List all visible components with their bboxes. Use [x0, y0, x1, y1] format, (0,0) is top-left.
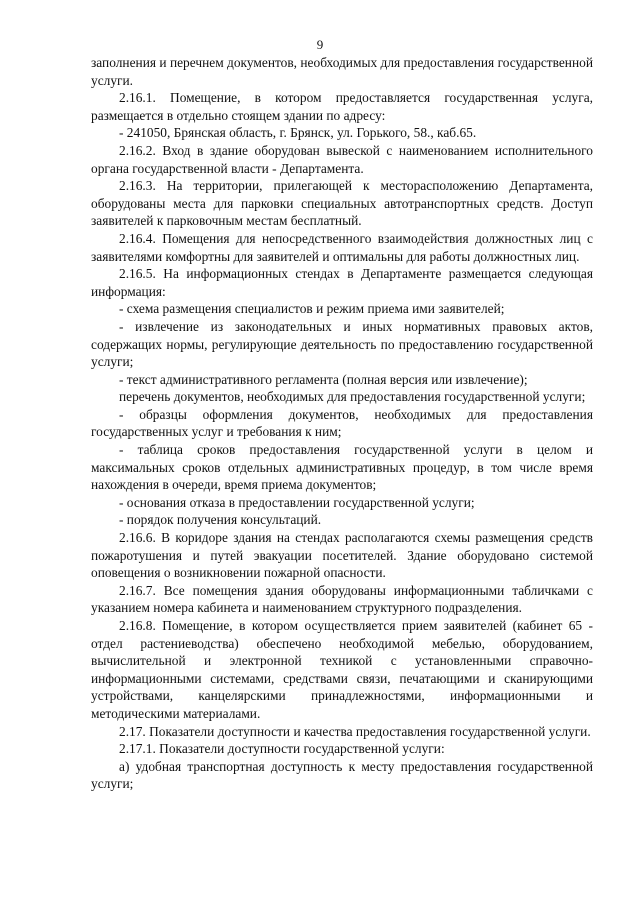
document-body — [91, 54, 593, 793]
paragraph: 2.16.8. Помещение, в котором осуществляется прием заявителей (кабинет 65 - отдел растениеводства) обеспечено необходимой мебелью, оборудованием, вычислительной и электронной техникой с установленными справочно-информационными системами, средствами связи, печатающими и сканирующими устройствами, канцелярскими принадлежностями, информационными и методическими материалами. — [91, 618, 593, 721]
paragraph: 2.16.3. На территории, прилегающей к месторасположению Департамента, оборудованы места для парковки специальных автотранспортных средств. Доступ заявителей к парковочным местам бесплатный. — [91, 178, 593, 229]
paragraph: - извлечение из законодательных и иных нормативных правовых актов, содержащих нормы, регулирующие деятельность по предоставлению государственной услуги; — [91, 318, 593, 370]
paragraph: 2.17. Показатели доступности и качества предоставления государственной услуги. — [119, 723, 591, 739]
paragraph: - текст административного регламента (полная версия или извлечение); — [119, 371, 528, 387]
paragraph: заполнения и перечнем документов, необходимых для предоставления государственной услуги. — [91, 55, 593, 88]
paragraph: 2.16.2. Вход в здание оборудован вывеской с наименованием исполнительного органа государственной власти - Департамента. — [91, 142, 593, 176]
paragraph: - основания отказа в предоставлении государственной услуги; — [119, 494, 475, 510]
paragraph: 2.16.6. В коридоре здания на стендах располагаются схемы размещения средств пожаротушения и путей эвакуации посетителей. Здание оборудовано системой оповещения о возникновении пожарной опасности. — [91, 530, 593, 581]
paragraph: 2.17.1. Показатели доступности государственной услуги: — [119, 741, 445, 757]
paragraph: 2.16.7. Все помещения здания оборудованы информационными табличками с указанием номера кабинета и наименованием структурного подразделения. — [91, 582, 593, 616]
paragraph: 2.16.1. Помещение, в котором предоставляется государственная услуга, размещается в отдельно стоящем здании по адресу: — [91, 90, 593, 123]
paragraph: - схема размещения специалистов и режим приема ими заявителей; — [119, 301, 505, 317]
paragraph: 2.16.4. Помещения для непосредственного взаимодействия должностных лиц с заявителями комфортны для заявителей и оптимальны для работы должностных лиц. — [91, 230, 593, 264]
paragraph: а) удобная транспортная доступность к месту предоставления государственной услуги; — [91, 758, 593, 792]
paragraph: - таблица сроков предоставления государственной услуги в целом и максимальных сроков отдельных административных процедур, в том числе время нахождения в очереди, время приема документов; — [91, 442, 593, 493]
paragraph: - порядок получения консультаций. — [119, 512, 322, 528]
page-number: 9 — [316, 37, 324, 52]
paragraph: перечень документов, необходимых для предоставления государственной услуги; — [119, 389, 586, 405]
paragraph: 2.16.5. На информационных стендах в Департаменте размещается следующая информация: — [91, 266, 593, 299]
paragraph: - образцы оформления документов, необходимых для предоставления государственных услуг и требования к ним; — [91, 406, 593, 440]
paragraph: - 241050, Брянская область, г. Брянск, ул. Горького, 58., каб.65. — [119, 125, 477, 141]
